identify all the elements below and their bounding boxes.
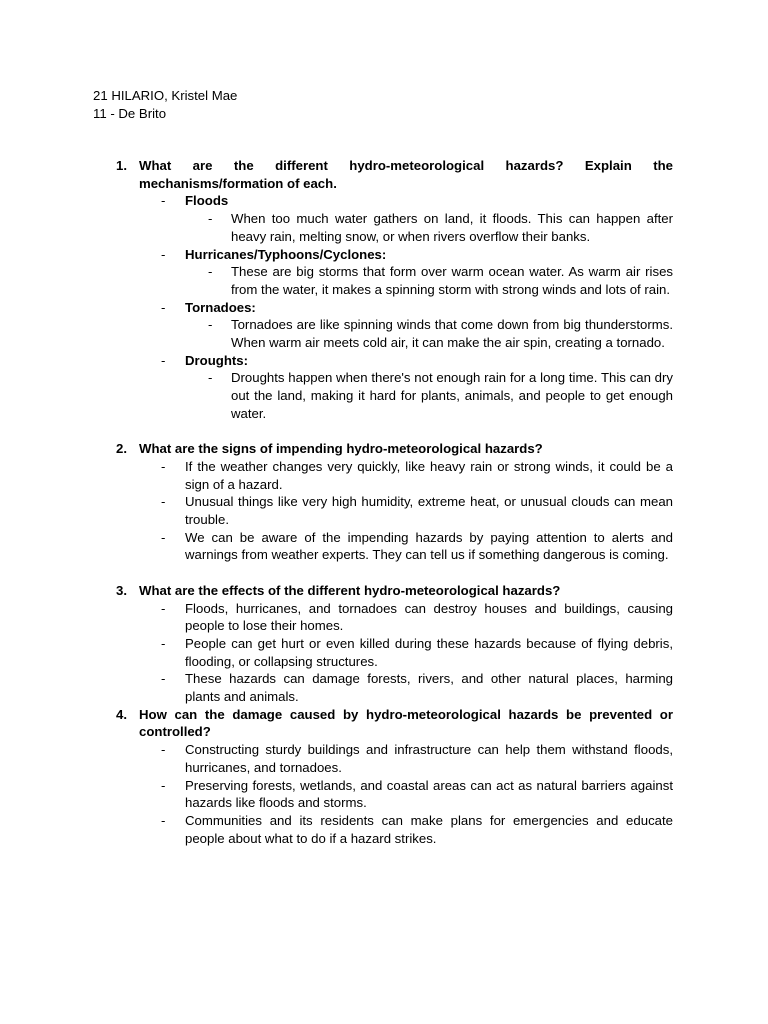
hazard-description [208, 263, 673, 298]
question-text: How can the damage caused by hydro-meteorological hazards be prevented or controlled? [139, 706, 673, 740]
question-list [116, 157, 673, 847]
dash-bullet: - [161, 494, 166, 510]
answer-item [161, 493, 673, 528]
answer-item [161, 635, 673, 670]
answer-item [161, 600, 673, 635]
hazard-name: Tornadoes: [185, 299, 256, 315]
hazard-description [208, 210, 673, 245]
question-text: What are the different hydro-meteorological hazards? Explain the mechanisms/formation of each. [139, 158, 673, 191]
dash-bullet: - [161, 671, 166, 687]
answer-text: If the weather changes very quickly, like heavy rain or strong winds, it could be a sign of a hazard. [185, 458, 673, 492]
answer-text: Constructing sturdy buildings and infrastructure can help them withstand floods, hurricanes, and tornadoes. [185, 742, 673, 775]
spacer [116, 564, 673, 582]
answer-text: People can get hurt or even killed during these hazards because of flying debris, flooding, or collapsing structures. [185, 635, 673, 669]
hazard-name: Droughts: [185, 352, 248, 368]
dash-bullet: - [161, 299, 166, 315]
spacer [116, 423, 673, 441]
answer-text: Floods, hurricanes, and tornadoes can destroy houses and buildings, causing people to lose their homes. [185, 600, 673, 634]
hazard-item-floods [161, 192, 673, 210]
answer-text: We can be aware of the impending hazards by paying attention to alerts and warnings from weather experts. They can tell us if something dangerous is coming. [185, 529, 673, 563]
question-text: What are the signs of impending hydro-meteorological hazards? [139, 441, 543, 457]
answer-item [161, 458, 673, 493]
question-4 [116, 706, 673, 741]
hazard-description [208, 369, 673, 422]
answer-text: Unusual things like very high humidity, extreme heat, or unusual clouds can mean trouble. [185, 494, 673, 528]
question-1 [116, 157, 673, 192]
document-header [93, 87, 237, 122]
dash-bullet: - [208, 370, 213, 386]
dash-bullet: - [161, 352, 166, 368]
hazard-item-droughts [161, 352, 673, 370]
hazard-item-hurricanes [161, 246, 673, 264]
question-2 [116, 440, 673, 458]
dash-bullet: - [161, 529, 166, 545]
student-name: 21 HILARIO, Kristel Mae [93, 88, 238, 103]
student-section: 11 - De Brito [93, 105, 167, 121]
hazard-description-text: When too much water gathers on land, it floods. This can happen after heavy rain, melting snow, or when rivers overflow their banks. [231, 211, 673, 244]
dash-bullet: - [208, 211, 213, 227]
dash-bullet: - [161, 246, 166, 262]
hazard-name: Floods [185, 193, 229, 209]
answer-item [161, 741, 673, 776]
question-number: 2. [116, 441, 127, 457]
dash-bullet: - [161, 742, 166, 758]
question-text: What are the effects of the different hydro-meteorological hazards? [139, 582, 561, 598]
answer-item [161, 529, 673, 564]
dash-bullet: - [161, 812, 166, 828]
dash-bullet: - [161, 458, 166, 474]
answer-item [161, 670, 673, 705]
hazard-description [208, 316, 673, 351]
dash-bullet: - [208, 264, 213, 280]
hazard-description-text: Droughts happen when there's not enough rain for a long time. This can dry out the land, making it hard for plants, animals, and people to get enough water. [231, 370, 673, 421]
hazard-name: Hurricanes/Typhoons/Cyclones: [185, 246, 387, 262]
answer-text: Communities and its residents can make plans for emergencies and educate people about what to do if a hazard strikes. [185, 812, 673, 846]
dash-bullet: - [161, 635, 166, 651]
dash-bullet: - [161, 600, 166, 616]
hazard-description-text: These are big storms that form over warm ocean water. As warm air rises from the water, it makes a spinning storm with strong winds and lots of rain. [231, 264, 673, 297]
hazard-description-text: Tornadoes are like spinning winds that come down from big thunderstorms. When warm air meets cold air, it can make the air spin, creating a tornado. [231, 317, 673, 351]
dash-bullet: - [208, 317, 213, 333]
dash-bullet: - [161, 777, 166, 793]
question-number: 3. [116, 582, 127, 598]
answer-text: These hazards can damage forests, rivers, and other natural places, harming plants and animals. [185, 671, 673, 705]
answer-item [161, 777, 673, 812]
dash-bullet: - [161, 193, 166, 209]
question-number: 4. [116, 706, 127, 722]
hazard-item-tornadoes [161, 299, 673, 317]
question-number: 1. [116, 158, 127, 173]
answer-item [161, 812, 673, 847]
question-3 [116, 582, 673, 600]
answer-text: Preserving forests, wetlands, and coastal areas can act as natural barriers against hazards like floods and storms. [185, 777, 673, 811]
